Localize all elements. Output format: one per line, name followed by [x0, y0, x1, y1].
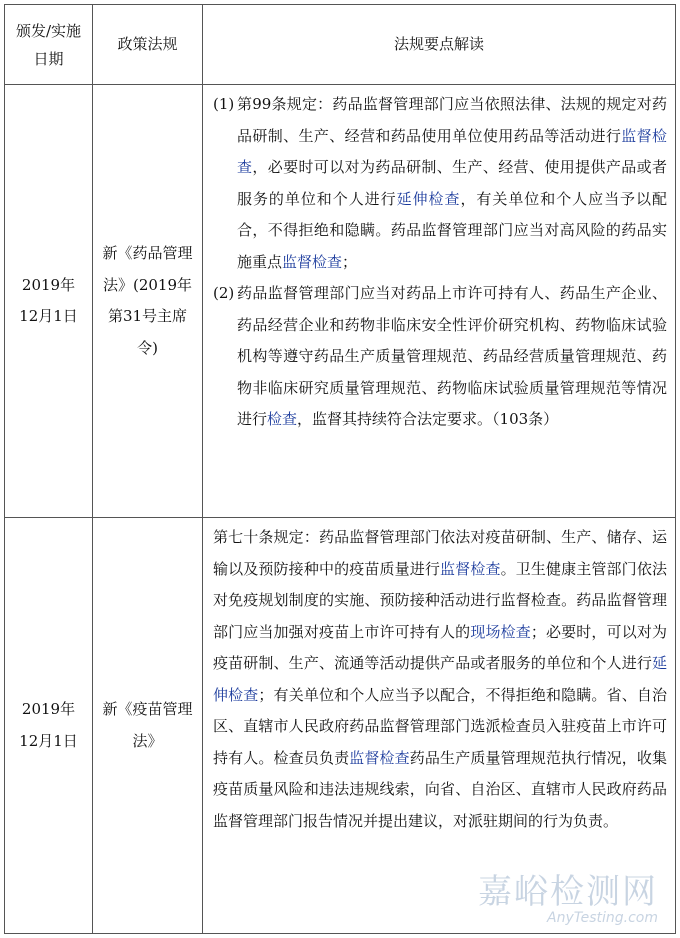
- keyword-highlight: 检查: [267, 410, 298, 428]
- row-law: 新《药品管理法》(2019年第31号主席令): [93, 85, 203, 518]
- text-segment: 药品生产质量管理规范执行情况，收集疫苗质量风险和违法违规线索，向省、自治区、直辖市人民政府药品监督管理部门报告情况并提出建议，对派驻期间的行为负责。: [213, 748, 667, 830]
- item-number: (2): [213, 284, 235, 302]
- keyword-highlight: 监督检查: [282, 252, 343, 271]
- keyword-highlight: 监督检查: [237, 126, 667, 176]
- watermark: [478, 874, 658, 926]
- header-law: 政策法规: [93, 5, 203, 85]
- header-interpretation: 法规要点解读: [203, 5, 676, 85]
- text-segment: ；: [342, 252, 358, 271]
- watermark-cn: 嘉峪检测网: [478, 872, 658, 912]
- item-number: (1): [213, 95, 235, 113]
- text-segment: 第七十条规定：药品监督管理部门依法对疫苗研制、生产、储存、运输以及预防接种中的疫苗质量进行: [213, 528, 667, 578]
- row-date: 2019年12月1日: [5, 518, 93, 934]
- text-segment: 药品监督管理部门应当对药品上市许可持有人、药品生产企业、药品经营企业和药物非临床安全性评价研究机构、药物临床试验机构等遵守药品生产质量管理规范、药品经营质量管理规范、药物非临床研究质量管理规范、药物临床试验质量管理规范等情况进行: [237, 284, 667, 428]
- row-date: 2019年12月1日: [5, 85, 93, 518]
- row-interpretation: [203, 85, 676, 518]
- text-segment: 。卫生健康主管部门依法对免疫规划制度的实施、预防接种活动进行监督检查。药品监督管理部门应当加强对疫苗上市许可持有人的: [213, 559, 667, 641]
- text-segment: ，必要时可以对为药品研制、生产、经营、使用提供产品或者服务的单位和个人进行: [237, 158, 667, 208]
- text-segment: ；必要时，可以对为疫苗研制、生产、流通等活动提供产品或者服务的单位和个人进行: [213, 622, 667, 672]
- text-segment: ，监督其持续符合法定要求。（103条）: [297, 410, 559, 428]
- keyword-highlight: 监督检查: [440, 559, 501, 578]
- keyword-highlight: 现场检查: [470, 622, 531, 641]
- table-row: [5, 85, 676, 518]
- list-item: [213, 89, 667, 278]
- keyword-highlight: 延伸检查: [396, 189, 461, 208]
- row-law: 新《疫苗管理法》: [93, 518, 203, 934]
- list-item: [213, 278, 667, 436]
- keyword-highlight: 监督检查: [349, 748, 410, 767]
- text-segment: ，有关单位和个人应当予以配合，不得拒绝和隐瞒。药品监督管理部门应当对高风险的药品实施重点: [237, 189, 667, 271]
- table-header-row: [5, 5, 676, 85]
- regulation-table: [4, 4, 676, 934]
- text-segment: 第99条规定：药品监督管理部门应当依照法律、法规的规定对药品研制、生产、经营和药品使用单位使用药品等活动进行: [237, 95, 667, 145]
- header-date: 颁发/实施日期: [5, 5, 93, 85]
- keyword-highlight: 延伸检查: [213, 654, 667, 704]
- text-segment: ；有关单位和个人应当予以配合，不得拒绝和隐瞒。省、自治区、直辖市人民政府药品监督管理部门选派检查员入驻疫苗上市许可持有人。检查员负责: [213, 685, 667, 767]
- watermark-en: AnyTesting.com: [547, 910, 658, 926]
